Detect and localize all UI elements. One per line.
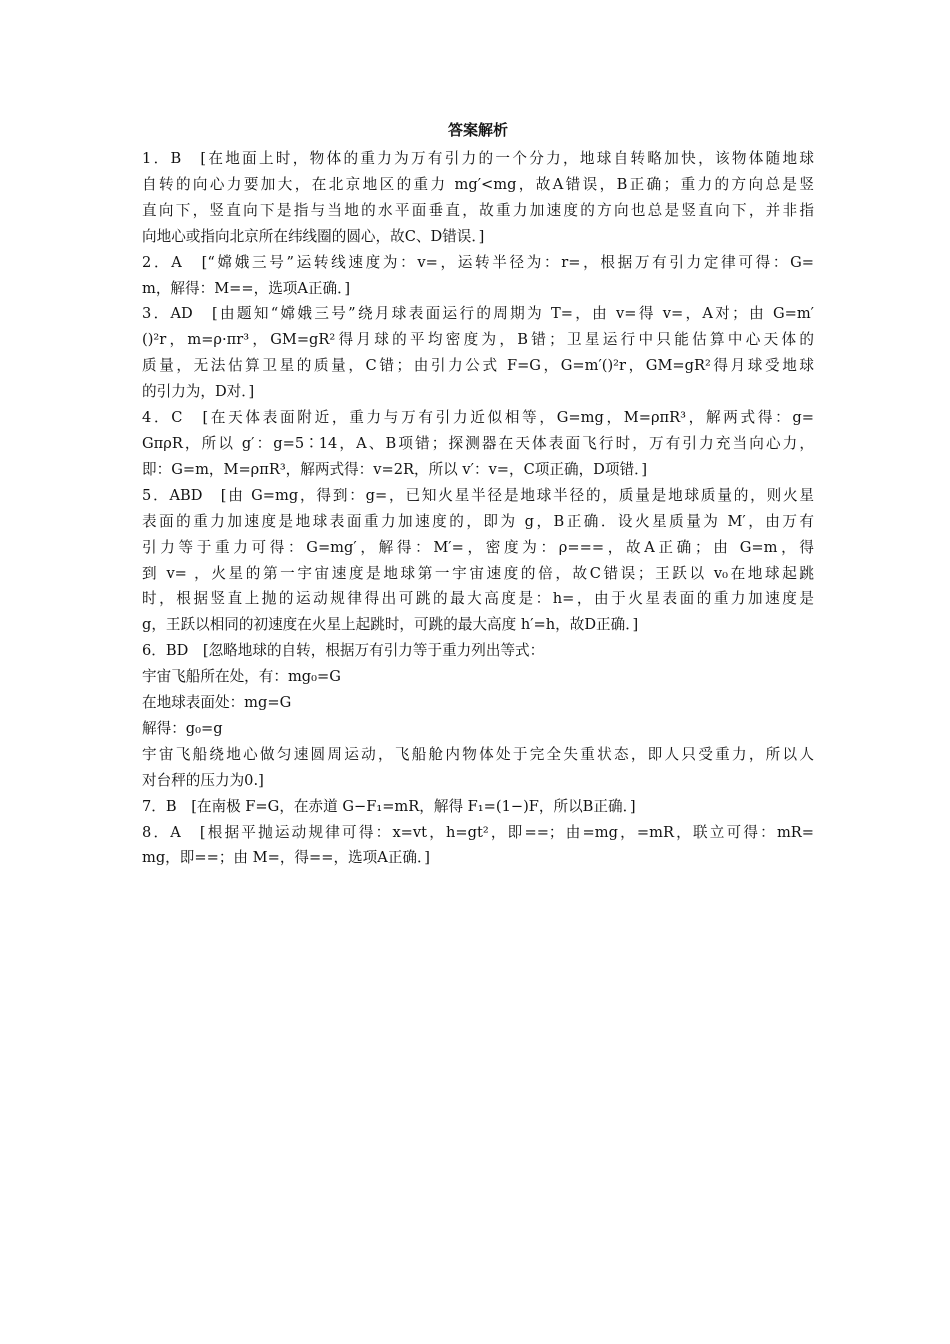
text-line: GπρR，所以 g′：g=5∶14，A、B项错；探测器在天体表面飞行时，万有引力充当向心力，	[142, 434, 814, 452]
text-line: 4．C [在天体表面附近，重力与万有引力近似相等，G=mg，M=ρπR³，解两式得：g=	[142, 409, 814, 427]
text-line: ()²r，m=ρ·πr³，GM=gR²得月球的平均密度为，B错；卫星运行中只能估算中心天体的	[142, 331, 814, 349]
text-line: 即：G=m，M=ρπR³，解两式得：v=2R，所以 v′：v=，C项正确，D项错．]	[142, 460, 648, 478]
document-title: 答案解析	[447, 121, 508, 139]
answer-document	[142, 116, 814, 871]
text-line: 7．B [在南极 F=G，在赤道 G−F₁=mR，解得 F₁=(1−)F，所以B正确．]	[142, 797, 636, 815]
text-line: 直向下，竖直向下是指与当地的水平面垂直，故重力加速度的方向也总是竖直向下，并非指	[142, 201, 814, 219]
text-line: 宇宙飞船所在处，有：mg₀=G	[142, 668, 341, 686]
text-line: 2．A [“嫦娥三号”运转线速度为：v=，运转半径为：r=，根据万有引力定律可得：G=	[142, 253, 814, 271]
text-line: 引力等于重力可得：G=mg′，解得：M′=，密度为：ρ===，故A正确；由 G=m，得	[142, 538, 814, 556]
text-line: 5．ABD [由 G=mg，得到：g=，已知火星半径是地球半径的，质量是地球质量的，则火星	[142, 486, 814, 504]
text-line: 对台秤的压力为0.]	[142, 771, 264, 789]
text-line: 6．BD [忽略地球的自转，根据万有引力等于重力列出等式：	[142, 642, 545, 660]
text-line: 3．AD [由题知“嫦娥三号”绕月球表面运行的周期为 T=，由 v=得 v=，A对；由 G=m′	[142, 305, 814, 323]
text-line: mg，即==；由 M=，得==，选项A正确．]	[142, 849, 430, 867]
text-line: m，解得：M==，选项A正确．]	[142, 279, 351, 297]
text-line: 1．B [在地面上时，物体的重力为万有引力的一个分力，地球自转略加快，该物体随地球	[142, 150, 814, 167]
text-line: 质量，无法估算卫星的质量，C错；由引力公式 F=G，G=m′()²r，GM=gR²得月球受地球	[142, 357, 814, 375]
text-line: 自转的向心力要加大，在北京地区的重力 mg′<mg，故A错误，B正确；重力的方向总是竖	[142, 175, 814, 193]
text-line: 到 v= ，火星的第一宇宙速度是地球第一宇宙速度的倍，故C错误；王跃以 v₀在地球起跳	[142, 564, 814, 582]
text-line: 解得：g₀=g	[142, 719, 223, 737]
text-line: 时，根据竖直上抛的运动规律得出可跳的最大高度是：h=，由于火星表面的重力加速度是	[142, 590, 814, 608]
text-line: g，王跃以相同的初速度在火星上起跳时，可跳的最大高度 h′=h，故D正确．]	[142, 616, 639, 634]
text-line: 表面的重力加速度是地球表面重力加速度的，即为 g，B正确．设火星质量为 M′，由万有	[142, 512, 814, 530]
text-line: 在地球表面处：mg=G	[142, 694, 292, 712]
text-line: 8．A [根据平抛运动规律可得：x=vt，h=gt²，即==；由=mg，=mR，联立可得：mR=	[142, 823, 814, 841]
text-line: 向地心或指向北京所在纬线圈的圆心，故C、D错误．]	[142, 227, 485, 245]
text-line: 的引力为，D对．]	[142, 383, 255, 401]
answer-body	[142, 146, 814, 871]
text-line: 宇宙飞船绕地心做匀速圆周运动，飞船舱内物体处于完全失重状态，即人只受重力，所以人	[142, 745, 814, 763]
